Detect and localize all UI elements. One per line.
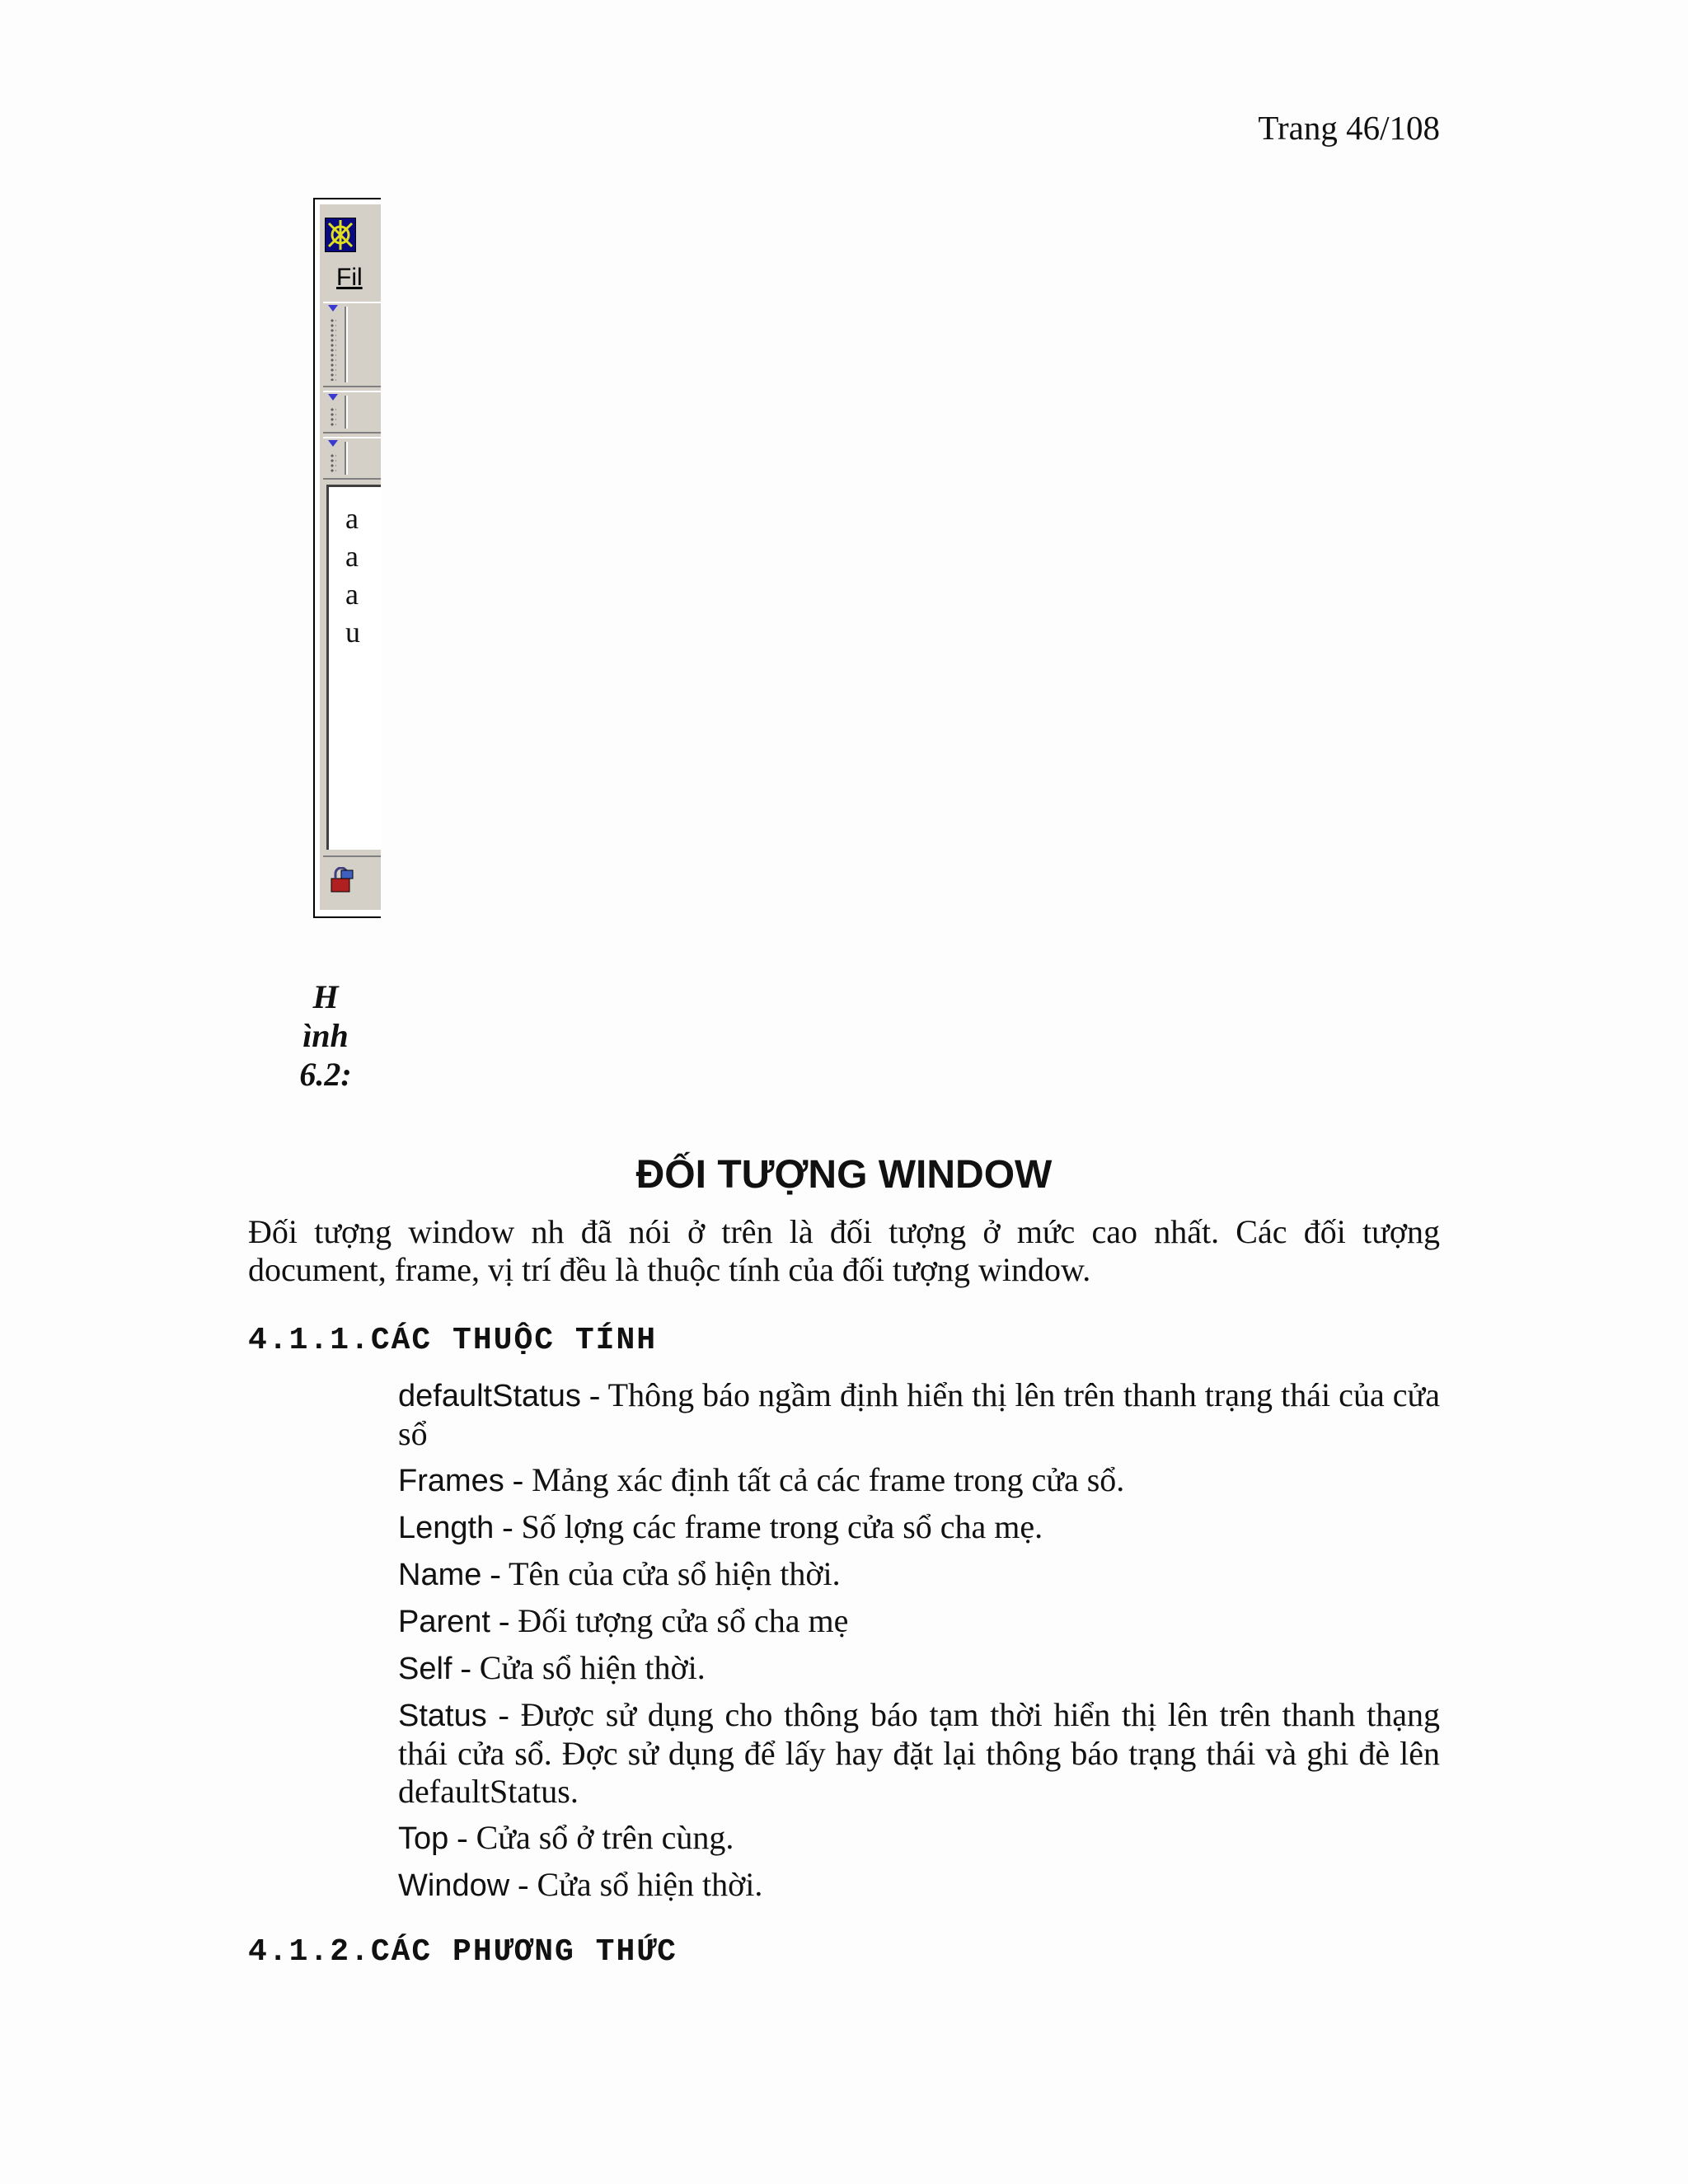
personal-toolbar — [323, 437, 381, 480]
property-item — [398, 1649, 1440, 1688]
property-item — [398, 1508, 1440, 1547]
property-list — [398, 1376, 1440, 1913]
toolbar-grip-icon[interactable] — [330, 453, 336, 473]
property-item — [398, 1376, 1440, 1453]
property-name: Name — [398, 1558, 482, 1592]
security-lock-icon[interactable] — [330, 867, 354, 899]
subheading-properties: 4.1.1.CÁC THUỘC TÍNH — [248, 1323, 658, 1358]
property-item — [398, 1866, 1440, 1905]
property-desc: - Cửa sổ hiện thời. — [452, 1649, 706, 1686]
browser-window — [320, 204, 381, 910]
content-line: a — [345, 578, 359, 611]
property-desc: - Thông báo ngầm định hiển thị lên trên thanh trạng thái của cửa sổ — [398, 1376, 1440, 1452]
property-desc: - Đối tượng cửa sổ cha mẹ — [490, 1602, 849, 1639]
property-item — [398, 1461, 1440, 1500]
browser-content-pane — [326, 485, 381, 850]
property-desc: - Cửa sổ hiện thời. — [509, 1866, 763, 1903]
toolbar-collapse-icon[interactable] — [328, 305, 338, 312]
property-name: Frames — [398, 1464, 504, 1498]
property-desc: - Cửa sổ ở trên cùng. — [448, 1819, 734, 1856]
property-desc: - Mảng xác định tất cả các frame trong cửa sổ. — [504, 1461, 1125, 1498]
status-bar — [323, 855, 381, 907]
location-toolbar — [323, 391, 381, 434]
toolbar-grip-icon[interactable] — [330, 318, 336, 381]
property-item — [398, 1555, 1440, 1594]
property-name: Parent — [398, 1605, 490, 1639]
subheading-methods: 4.1.2.CÁC PHƯƠNG THỨC — [248, 1934, 678, 1970]
property-name: defaultStatus — [398, 1379, 581, 1413]
toolbar-collapse-icon[interactable] — [328, 440, 338, 447]
property-item — [398, 1602, 1440, 1641]
property-desc: - Được sử dụng cho thông báo tạm thời hiển thị lên trên thanh thạng thái cửa sổ. Đợc sử dụng để lấy hay đặt lại thông báo trạng thái và ghi đè lên defaultStatus. — [398, 1696, 1440, 1810]
figure-screenshot — [313, 198, 381, 918]
navigation-toolbar — [323, 302, 381, 387]
property-name: Status — [398, 1699, 487, 1733]
page-number: Trang 46/108 — [1258, 109, 1440, 147]
property-name: Self — [398, 1652, 452, 1686]
property-item — [398, 1819, 1440, 1858]
toolbar-collapse-icon[interactable] — [328, 394, 338, 401]
content-line: a — [345, 540, 359, 573]
property-desc: - Số lợng các frame trong cửa sổ cha mẹ. — [494, 1508, 1043, 1545]
content-line: a — [345, 502, 359, 535]
figure-caption: H ình 6.2: — [299, 978, 352, 1093]
browser-app-icon — [325, 218, 356, 252]
menu-file[interactable]: Fil — [336, 264, 363, 291]
toolbar-grip-icon[interactable] — [330, 407, 336, 427]
property-name: Top — [398, 1821, 449, 1856]
content-line: u — [345, 616, 360, 649]
section-title: ĐỐI TƯỢNG WINDOW — [635, 1153, 1053, 1197]
property-item — [398, 1696, 1440, 1811]
property-name: Length — [398, 1511, 495, 1545]
property-name: Window — [398, 1868, 510, 1903]
intro-paragraph: Đối tượng window nh đã nói ở trên là đối tượng ở mức cao nhất. Các đối tượng document, frame, vị trí đều là thuộc tính của đối tượng window. — [248, 1213, 1440, 1288]
property-desc: - Tên của cửa sổ hiện thời. — [481, 1555, 841, 1592]
